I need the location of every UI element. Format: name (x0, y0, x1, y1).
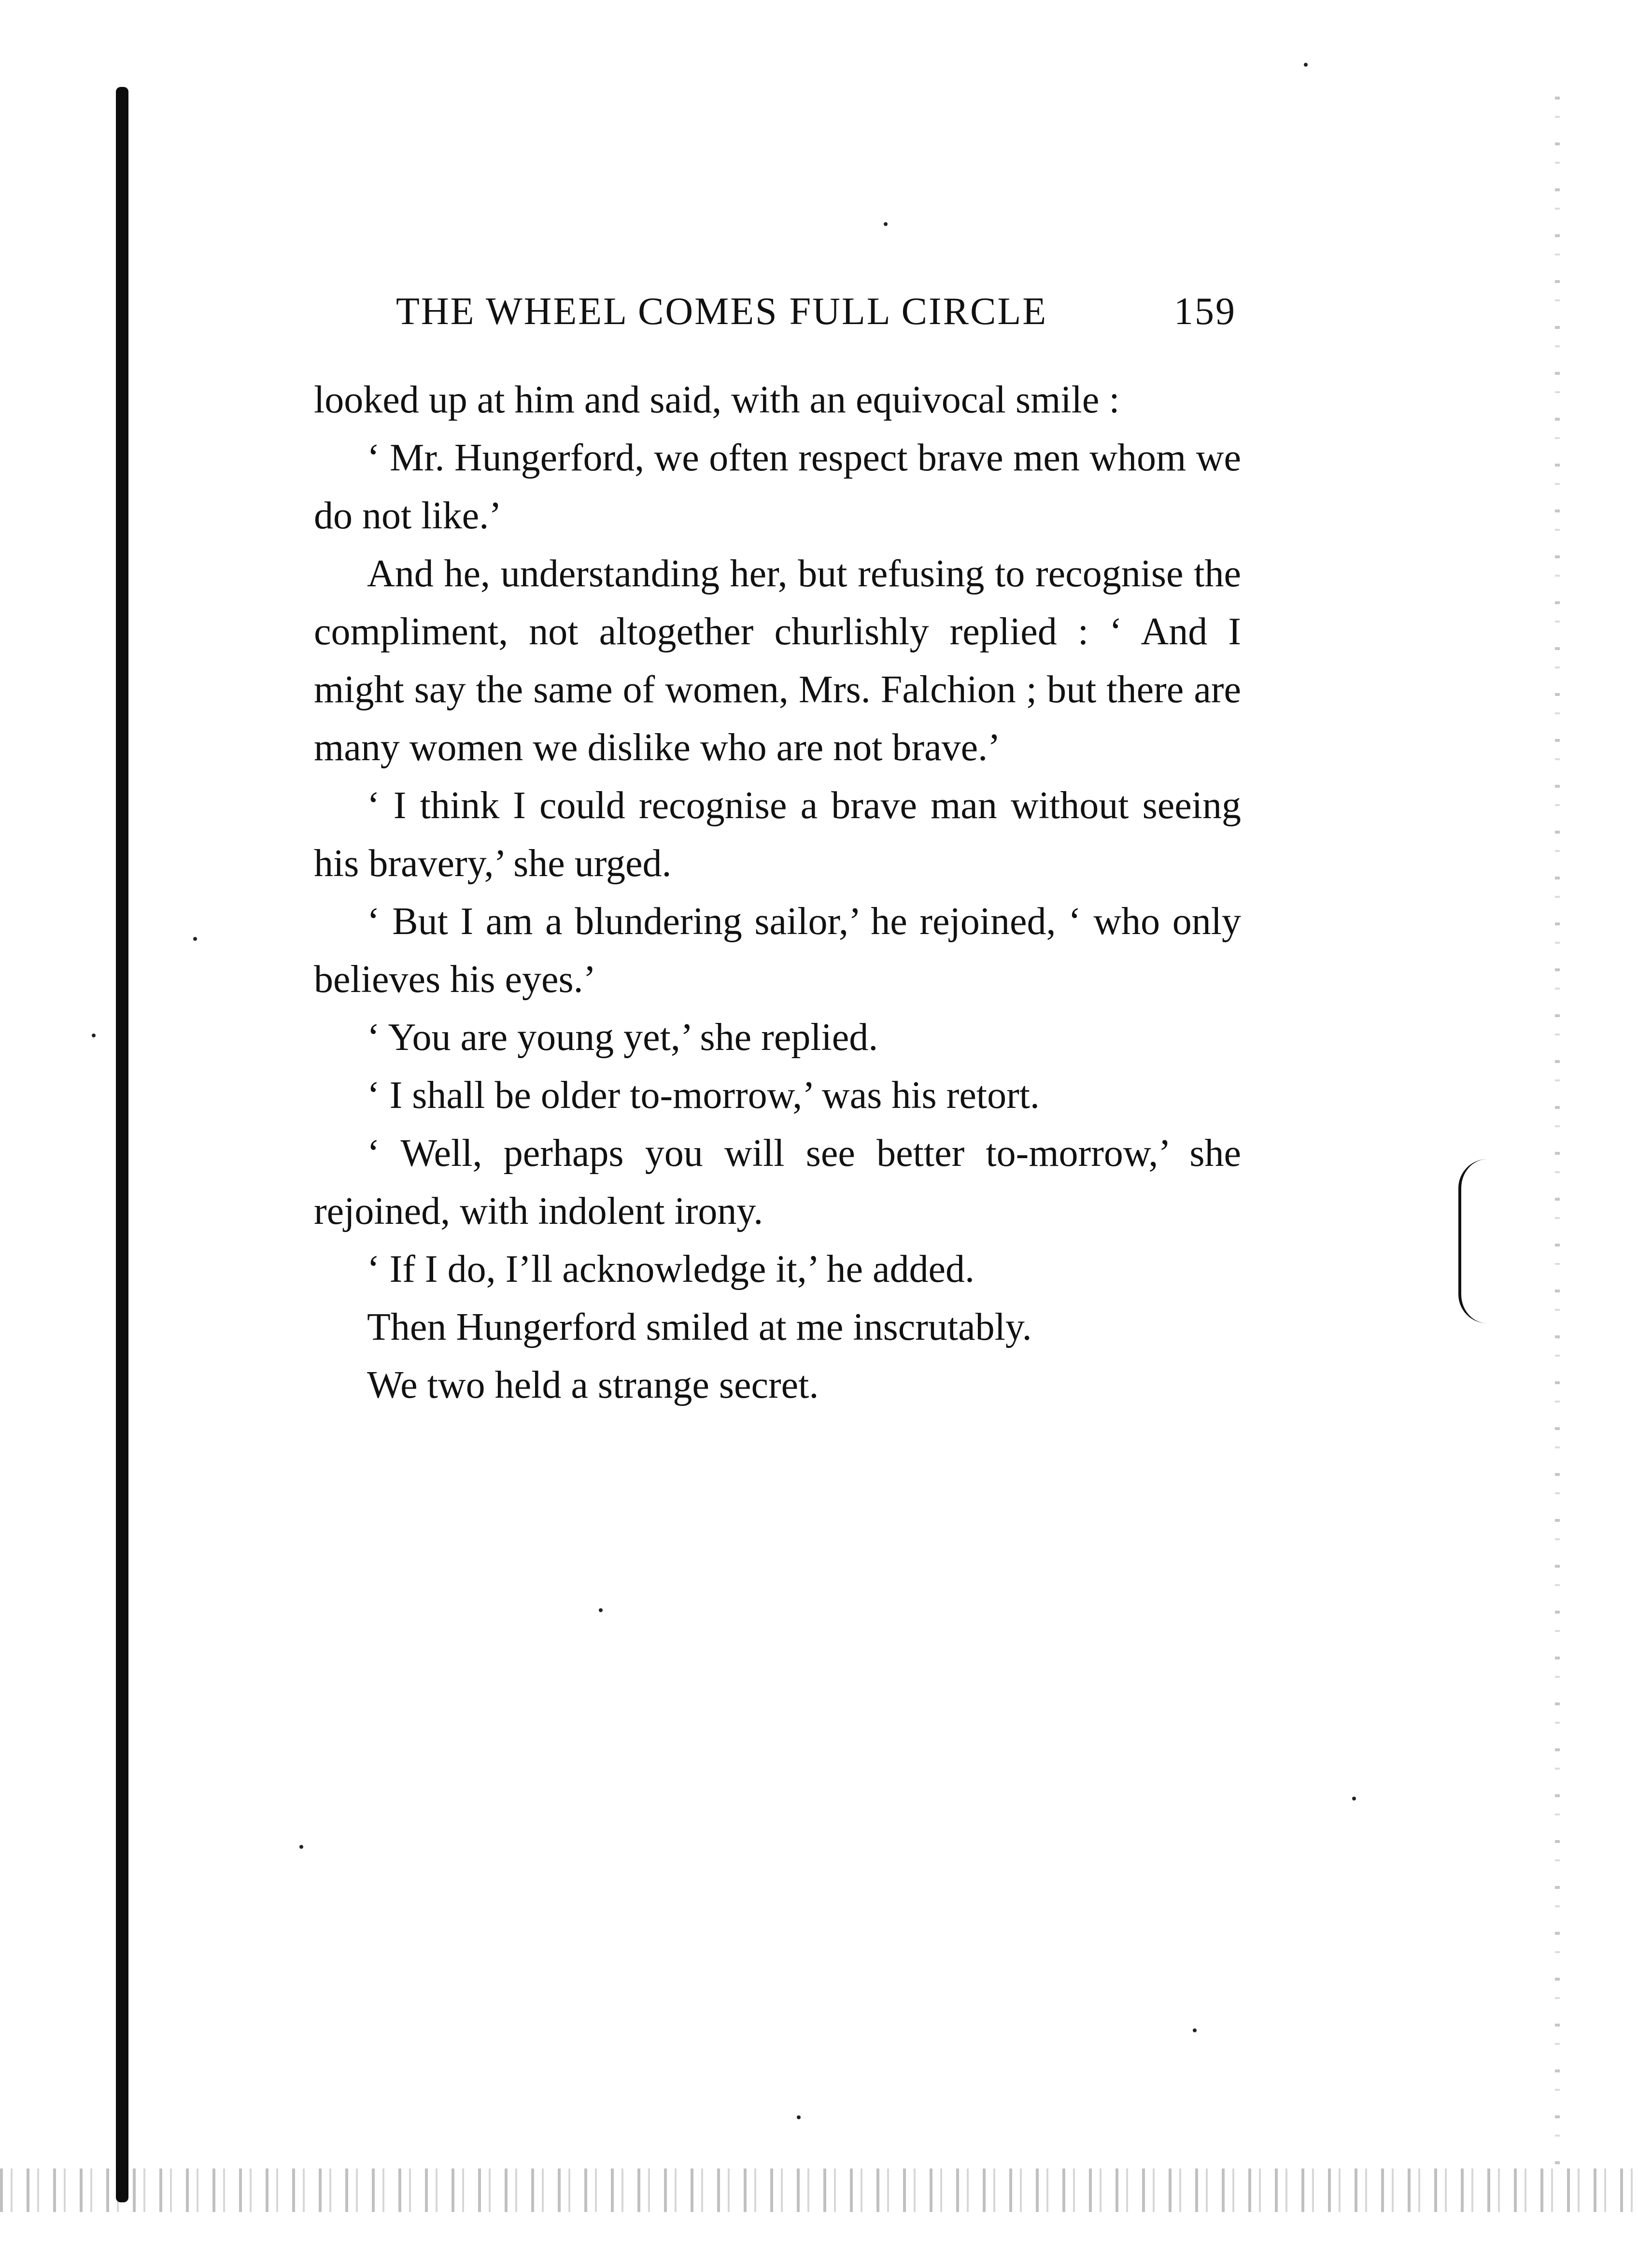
paragraph: We two held a strange secret. (367, 1364, 819, 1406)
page-number: 159 (1174, 290, 1236, 333)
paragraph: Then Hungerford smiled at me inscrutably. (367, 1306, 1032, 1348)
page-bottom-edge (0, 2169, 1638, 2212)
book-spine-shadow (116, 87, 128, 2202)
paragraph: ‘ I shall be older to-morrow,’ was his retort. (367, 1074, 1040, 1117)
running-title: THE WHEEL COMES FULL CIRCLE (396, 290, 1048, 333)
scan-speck (599, 1608, 603, 1612)
paragraph: And he, understanding her, but refusing to recognise the compliment, not altogether churlishly replied : ‘ And I might say the same of women, Mrs. Falchion ; but there are many women we dislike who are not brave.’ (314, 553, 1241, 769)
paragraph: ‘ I think I could recognise a brave man without seeing his bravery,’ she urged. (314, 784, 1241, 885)
scan-speck (1304, 63, 1308, 67)
scan-speck (1352, 1797, 1356, 1800)
paragraph: looked up at him and said, with an equivocal smile : (314, 379, 1120, 421)
scan-speck (299, 1845, 303, 1849)
paragraph: ‘ Well, perhaps you will see better to-morrow,’ she rejoined, with indolent irony. (314, 1132, 1241, 1233)
page-right-edge (1555, 97, 1560, 2173)
running-header (396, 290, 1236, 343)
scan-speck (797, 2115, 801, 2119)
scan-speck (92, 1034, 96, 1037)
paragraph: ‘ If I do, I’ll acknowledge it,’ he added. (367, 1248, 975, 1290)
body-text (314, 371, 1241, 1414)
paragraph: ‘ You are young yet,’ she replied. (367, 1016, 878, 1059)
scan-speck (193, 937, 197, 941)
paragraph: ‘ Mr. Hungerford, we often respect brave men whom we do not like.’ (314, 437, 1241, 537)
scan-speck (1193, 2028, 1197, 2032)
paragraph: ‘ But I am a blundering sailor,’ he rejoined, ‘ who only believes his eyes.’ (314, 900, 1241, 1001)
margin-bracket-mark (1458, 1159, 1495, 1323)
scan-speck (884, 222, 888, 226)
